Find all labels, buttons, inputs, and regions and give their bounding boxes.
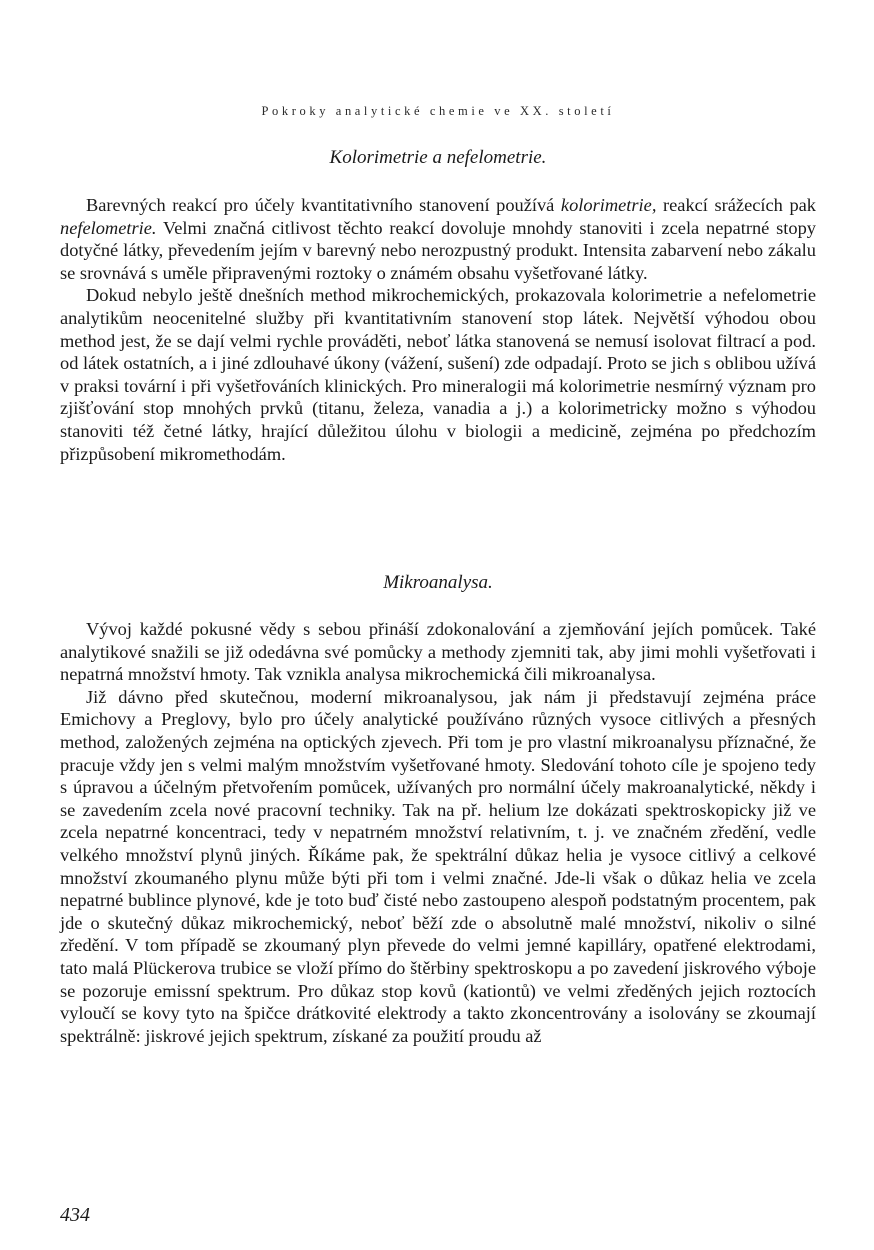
term-kolorimetrie: kolorimetrie,	[560, 195, 657, 215]
section-title-mikroanalysa: Mikroanalysa.	[383, 572, 493, 593]
running-head: Pokroky analytické chemie ve XX. století	[261, 104, 615, 118]
section-title-kolorimetrie: Kolorimetrie a nefelometrie.	[329, 147, 547, 168]
paragraph: Již dávno před skutečnou, moderní mikroanalysou, jak nám ji představují zejména práce Emichovy a Preglovy, bylo pro účely analytické používáno různých vysoce citlivých a přesných method, založených zejména na optických zjevech. Při tom je pro vlastní mikroanalysu příznačné, že pracuje vždy jen s velmi malým množstvím vyšetřované hmoty. Sledování tohoto cíle je spojeno tedy s úpravou a účelným přetvořením pomůcek, užívaných pro normální účely makroanalytické, někdy i se zavedením zcela nové pracovní techniky. Tak na př. helium lze dokázati spektroskopicky již ve zcela nepatrné koncentraci, tedy v nepatrném množství relativním, t. j. ve značném zředění, vedle velkého množství plynů jiných. Říkáme pak, že spektrální důkaz helia je vysoce citlivý a celkové množství zkoumaného plynu může býti při tom i velmi značné. Jde-li však o důkaz helia ve zcela nepatrné bublince plynové, kde je toto buď čisté nebo zastoupeno alespoň podstatným procentem, pak jde o skutečný důkaz mikrochemický, neboť běží zde o absolutně malé množství, nikoliv o silné zředění. V tom případě se zkoumaný plyn převede do velmi jemné kapilláry, opatřené elektrodami, tato malá Plückerova trubice se vloží přímo do štěrbiny spektroskopu a po zavedení jiskrového výboje se pozoruje emissní spektrum. Pro důkaz stop kovů (kationtů) ve velmi zředěných jejich roztocích vyloučí se kovy tyto na špičce drátkovité elektrody a takto zkoncentrovány a isolovány se zkoumají spektrálně: jiskrové jejich spektrum, získané za použití proudu až	[60, 686, 816, 1046]
page-number: 434	[60, 1204, 90, 1226]
paragraph	[60, 194, 816, 284]
text-run: Barevných reakcí pro účely kvantitativního stanovení používá	[86, 195, 561, 215]
text-run: reakcí srážecích pak	[656, 195, 816, 215]
text-run: Velmi značná citlivost těchto reakcí dovoluje mnohdy stanoviti i zcela nepatrné stopy dotyčné látky, převedením jejím v barevný nebo nerozpustný produkt. Intensita zabarvení nebo zákalu se srovnává s uměle připravenými roztoky o známém obsahu vyšetřované látky.	[60, 217, 816, 283]
document-page	[60, 0, 816, 1250]
term-nefelometrie: nefelometrie.	[60, 217, 157, 238]
section-body-kolorimetrie	[60, 194, 816, 465]
section-body-mikroanalysa	[60, 618, 816, 1047]
paragraph: Vývoj každé pokusné vědy s sebou přináší zdokonalování a zjemňování jejích pomůcek. Také analytikové snažili se již odedávna své pomůcky a methody zjemniti tak, aby jimi mohli vyšetřovati i nepatrná množství hmoty. Tak vznikla analysa mikrochemická čili mikroanalysa.	[60, 619, 816, 685]
paragraph: Dokud nebylo ještě dnešních method mikrochemických, prokazovala kolorimetrie a nefelometrie analytikům neocenitelné služby při kvantitativním stanovení stop látek. Největší výhodou obou method jest, že se dají velmi rychle prováděti, neboť látka stanovená se nemusí isolovat filtrací a pod. od látek ostatních, a i jiné zdlouhavé úkony (vážení, sušení) zde odpadají. Proto se jich s oblibou užívá v praksi tovární i při vyšetřováních klinických. Pro mineralogii má kolorimetrie nesmírný význam pro zjišťování stop mnohých prvků (titanu, železa, vanadia a j.) a kolorimetricky možno s výhodou stanoviti též četné látky, hrající důležitou úlohu v biologii a medicině, zejména po předchozím přizpůsobení mikromethodám.	[60, 285, 816, 464]
